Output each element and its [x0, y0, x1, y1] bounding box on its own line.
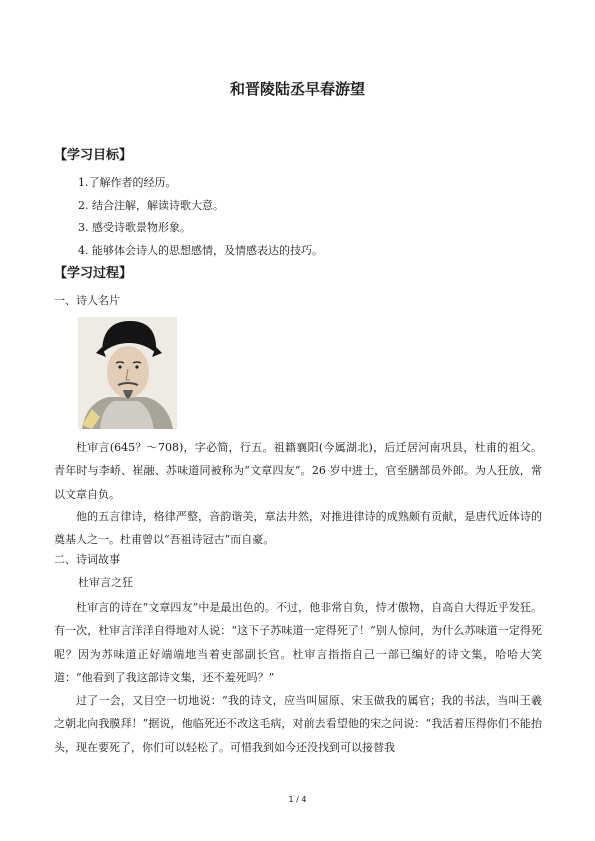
learning-goals-list: [78, 172, 323, 262]
story-title: 杜审言之狂: [78, 576, 133, 589]
page-number: 1 / 4: [288, 795, 307, 804]
story-section-title: 二、诗词故事: [54, 553, 120, 566]
bio-paragraph-1: 杜审言(645？～708)，字必简，行五。祖籍襄阳(今属湖北)，后迁居河南巩县，杜甫的祖父。青年时与李峤、崔融、苏味道同被称为“文章四友”。26 岁中进士，官至膳部员外郎。为人狂放，常以文章自负。: [54, 441, 542, 501]
story-paragraph-2: 过了一会，又目空一切地说：“我的诗文，应当叫屈原、宋玉做我的属官；我的书法，当叫王羲之朝北向我膜拜！”据说，他临死还不改这毛病，对前去看望他的宋之问说：“我活着压得你们不能抬头，现在要死了，你们可以轻松了。可惜我到如今还没找到可以接替我: [54, 694, 542, 754]
bio-paragraph-2: 他的五言律诗，格律严整，音韵谐美，章法井然，对推进律诗的成熟颇有贡献，是唐代近体诗的奠基人之一。杜甫曾以“吾祖诗冠古”而自豪。: [54, 510, 542, 547]
learning-goals-heading: 【学习目标】: [54, 148, 133, 163]
poet-portrait-icon: [78, 317, 177, 429]
list-item: 3. 感受诗歌景物形象。: [78, 221, 191, 235]
list-item: 2. 结合注解，解读诗歌大意。: [78, 198, 224, 212]
list-item: 1.了解作者的经历。: [78, 176, 177, 189]
list-item: 4. 能够体会诗人的思想感情，及情感表达的技巧。: [78, 243, 323, 257]
poet-card-title: 一、诗人名片: [54, 294, 120, 307]
page-title: 和晋陵陆丞早春游望: [229, 80, 365, 98]
learning-process-heading: 【学习过程】: [54, 266, 133, 281]
story-paragraph-1: 杜审言的诗在“文章四友”中是最出色的。不过，他非常自负，恃才傲物，自高自大得近乎发狂。有一次，杜审言洋洋自得地对人说：“这下子苏味道一定得死了！”别人惊问，为什么苏味道一定得死呢？因为苏味道正好端端地当着吏部副长官。杜审言指指自己一部已编好的诗文集，哈哈大笑道：“他看到了我这部诗文集，还不羞死吗？”: [54, 601, 542, 684]
